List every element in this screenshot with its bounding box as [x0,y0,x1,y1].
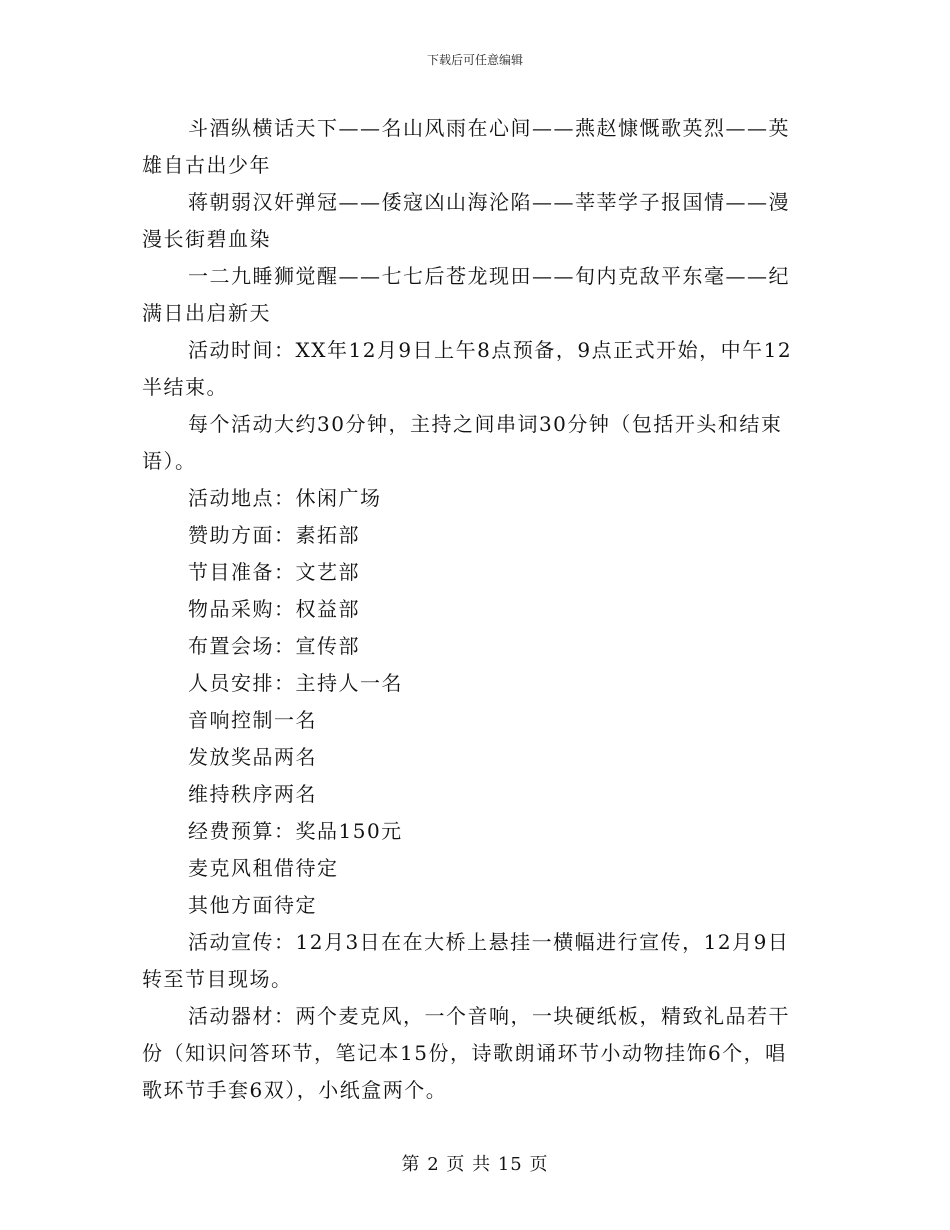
paragraph: 麦克风租借待定 [188,856,339,880]
paragraph: 蒋朝弱汉奸弹冠——倭寇凶山海沦陷——莘莘学子报国情——漫漫长街碧血染 [142,190,790,251]
paragraph: 音响控制一名 [188,708,317,732]
paragraph: 活动器材：两个麦克风，一个音响，一块硬纸板，精致礼品若干份（知识问答环节，笔记本15份，诗歌朗诵环节小动物挂饰6个，唱歌环节手套6双），小纸盒两个。 [142,1004,790,1102]
paragraph: 赞助方面：素拓部 [188,523,360,547]
paragraph: 节目准备：文艺部 [188,560,360,584]
paragraph: 经费预算：奖品150元 [188,819,403,843]
paragraph: 布置会场：宣传部 [188,634,360,658]
paragraph: 一二九睡狮觉醒——七七后苍龙现田——旬内克敌平东毫——纪满日出启新天 [142,264,790,325]
document-body [142,110,808,1109]
paragraph: 人员安排：主持人一名 [188,671,403,695]
paragraph: 活动宣传：12月3日在在大桥上悬挂一横幅进行宣传，12月9日转至节目现场。 [142,930,790,991]
page-number: 第 2 页 共 15 页 [401,1154,549,1175]
paragraph: 活动时间：XX年12月9日上午8点预备，9点正式开始，中午12半结束。 [142,338,793,399]
paragraph: 每个活动大约30分钟，主持之间串词30分钟（包括开头和结束语）。 [142,412,783,473]
page-header: 下载后可任意编辑 [426,53,523,67]
paragraph: 活动地点：休闲广场 [188,486,382,510]
paragraph: 物品采购：权益部 [188,597,360,621]
paragraph: 斗酒纵横话天下——名山风雨在心间——燕赵慷慨歌英烈——英雄自古出少年 [142,116,790,177]
paragraph: 维持秩序两名 [188,782,317,806]
paragraph: 发放奖品两名 [188,745,317,769]
paragraph: 其他方面待定 [188,893,317,917]
